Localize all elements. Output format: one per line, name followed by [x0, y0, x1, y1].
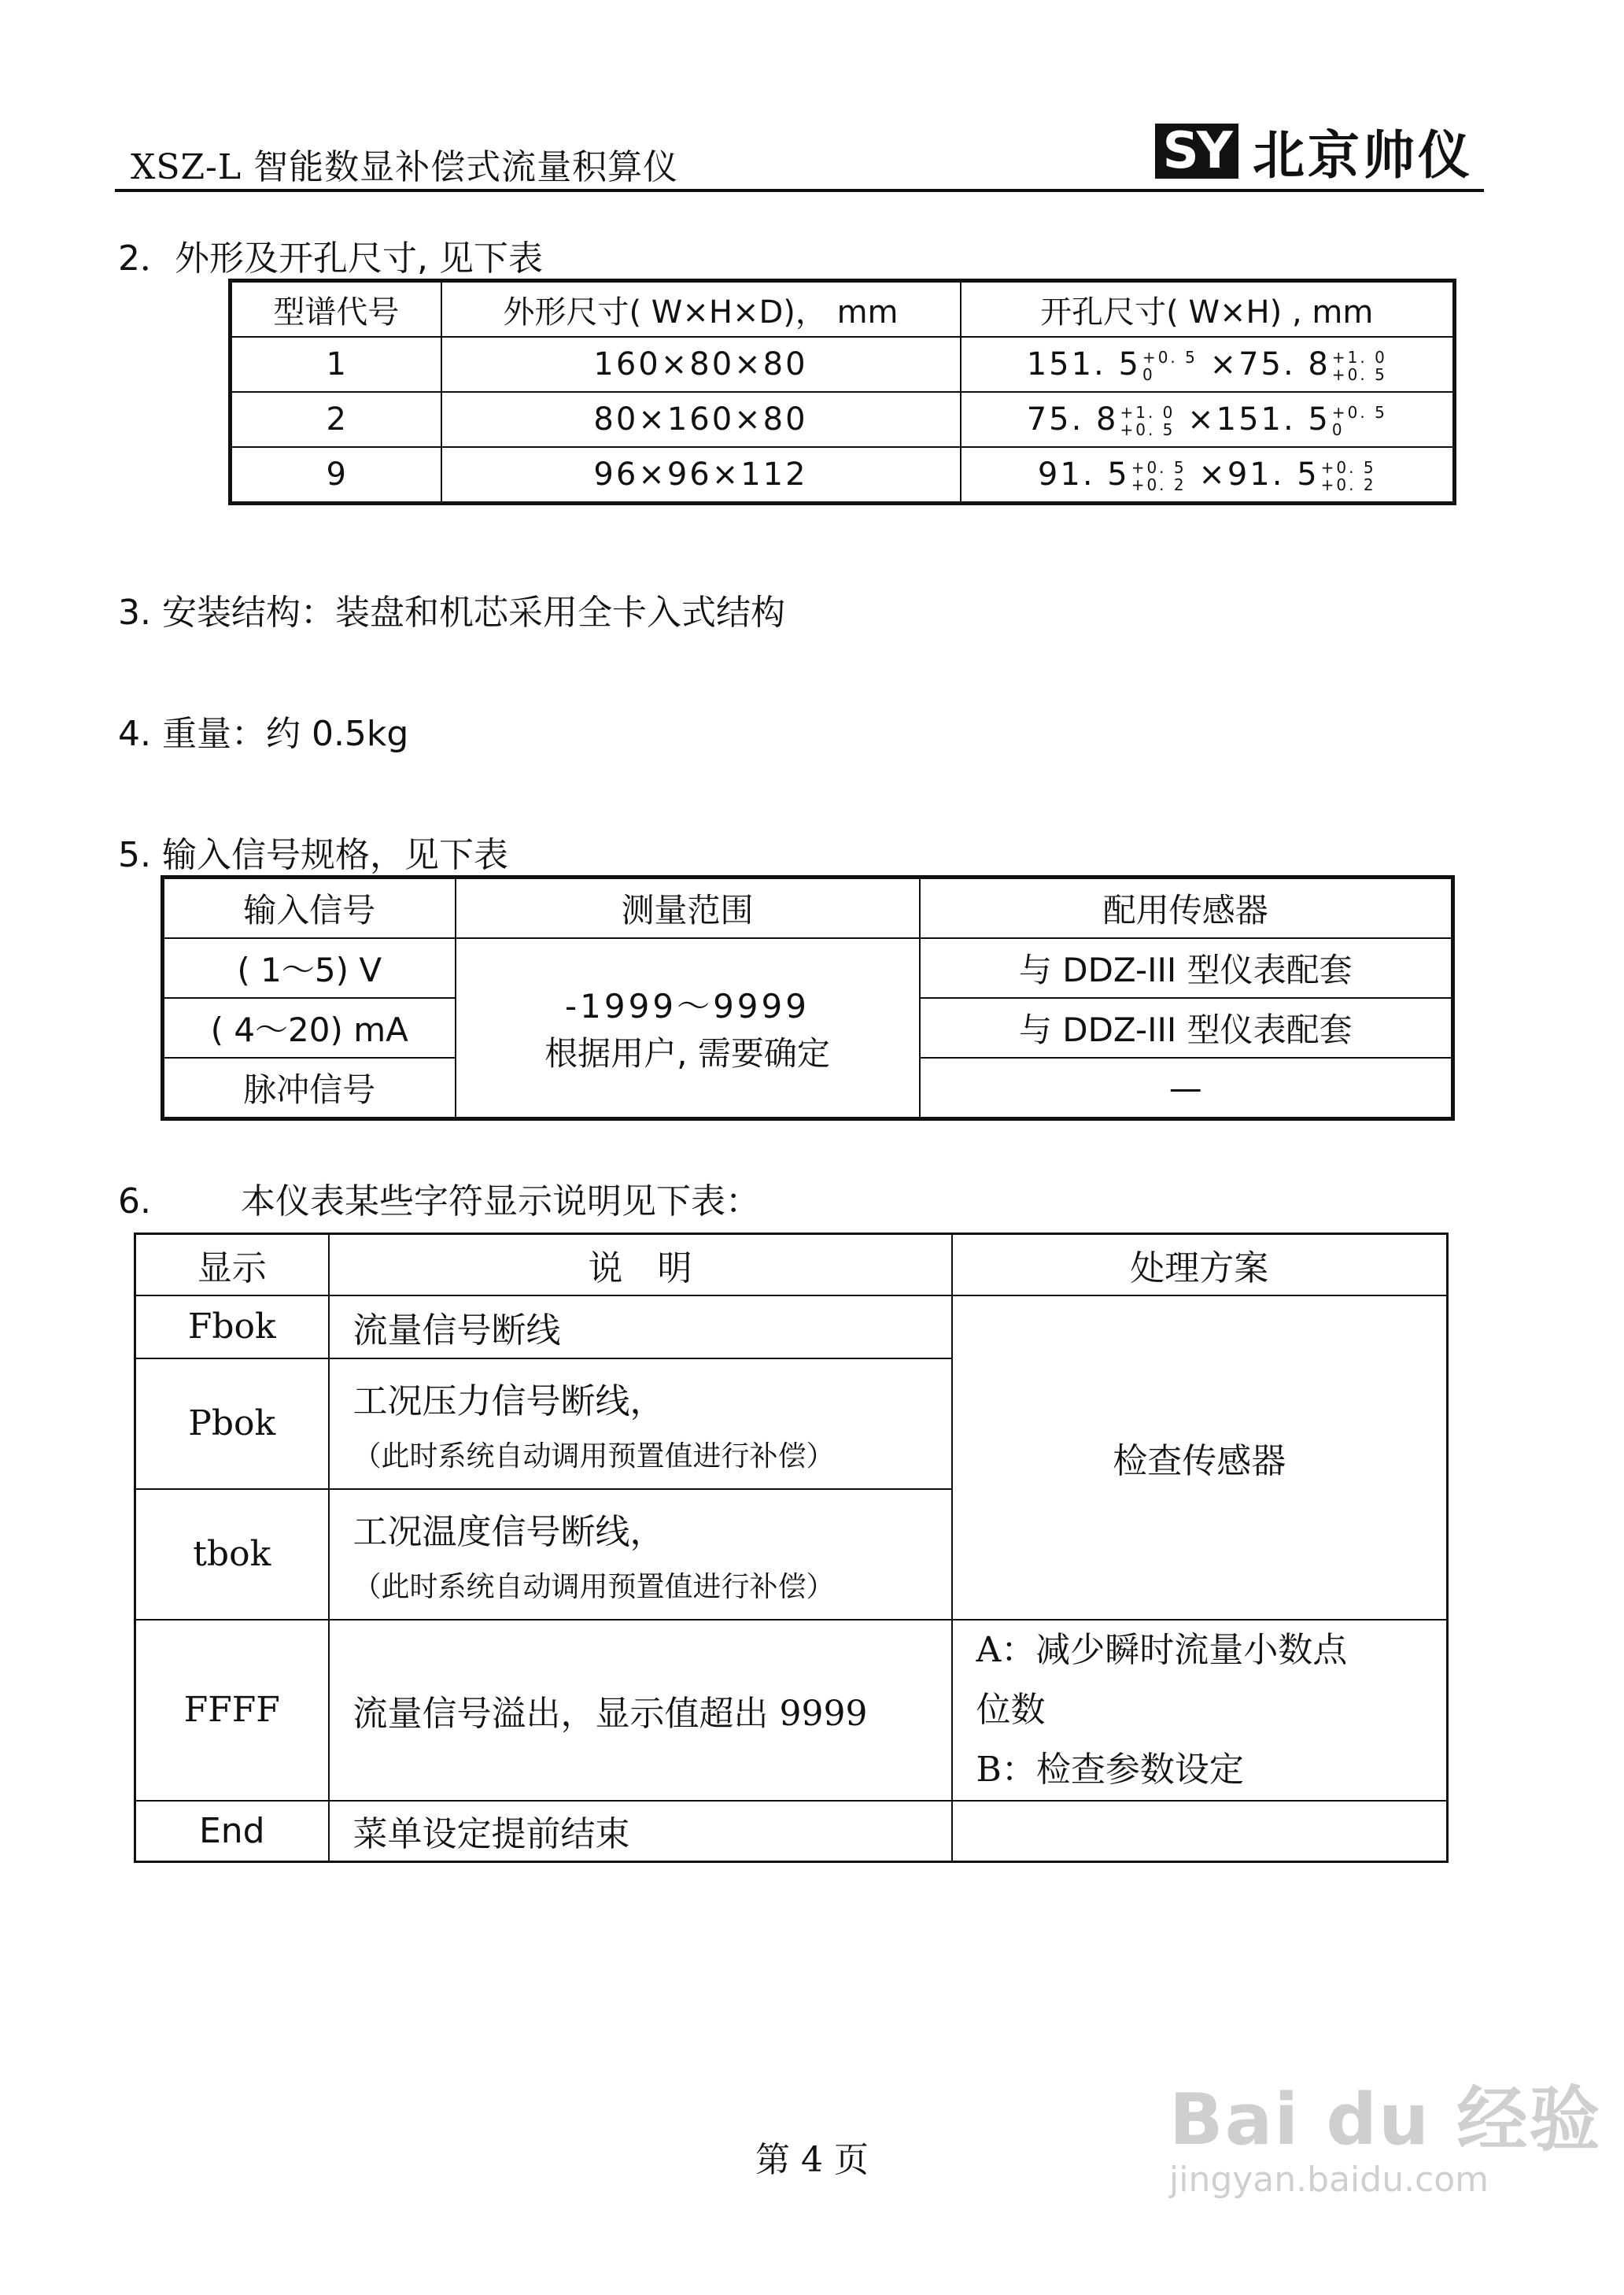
- solution-line: B：检查参数设定: [976, 1749, 1244, 1790]
- display-code: Fbok: [135, 1295, 329, 1358]
- table-row: [135, 1295, 1448, 1358]
- section-4-heading: 4. 重量：约 0.5kg: [118, 714, 409, 754]
- document-title: XSZ-L 智能数显补偿式流量积算仪: [131, 147, 679, 187]
- table-row: [231, 447, 1455, 504]
- column-header: 说 明: [329, 1234, 952, 1295]
- solution-check-sensor: 检查传感器: [952, 1295, 1448, 1620]
- baidu-watermark: [1169, 2062, 1601, 2200]
- table-row: [163, 938, 1453, 998]
- signal-type: ( 1～5) V: [163, 938, 456, 998]
- section-6-number: 6.: [118, 1181, 151, 1221]
- solution-ffff: [952, 1620, 1448, 1801]
- logo-text: 北京帅仪: [1253, 125, 1473, 186]
- signal-type: ( 4～20) mA: [163, 998, 456, 1058]
- table-header-row: [163, 878, 1453, 939]
- sensor: 与 DDZ-III 型仪表配套: [920, 938, 1453, 998]
- code-description: 流量信号断线: [329, 1295, 952, 1358]
- range-value: -1999～9999: [565, 987, 810, 1026]
- logo-mark: SY: [1155, 124, 1238, 179]
- code-description: [329, 1489, 952, 1620]
- description-note: （此时系统自动调用预置值进行补偿）: [352, 1440, 835, 1473]
- signal-type: 脉冲信号: [163, 1058, 456, 1119]
- table-row: [135, 1620, 1448, 1801]
- page-header: [115, 110, 1484, 189]
- column-header: 型谱代号: [231, 281, 441, 338]
- input-signal-table: [161, 875, 1455, 1121]
- display-code: Pbok: [135, 1358, 329, 1489]
- measurement-range: [456, 938, 920, 1119]
- table-header-row: [135, 1234, 1448, 1295]
- code-description: 菜单设定提前结束: [329, 1801, 952, 1862]
- column-header: 外形尺寸( W×H×D)， mm: [441, 281, 961, 338]
- section-5-heading: 5. 输入信号规格，见下表: [118, 835, 508, 875]
- range-note: 根据用户, 需要确定: [544, 1034, 830, 1073]
- description-main: 工况压力信号断线，: [352, 1381, 665, 1421]
- solution-line: A：减少瞬时流量小数点: [976, 1629, 1348, 1670]
- display-code: tbok: [135, 1489, 329, 1620]
- table-header-row: [231, 281, 1455, 338]
- display-code: FFFF: [135, 1620, 329, 1801]
- table-row: [231, 337, 1455, 392]
- description-note: （此时系统自动调用预置值进行补偿）: [352, 1571, 835, 1603]
- page-number: 第 4 页: [755, 2140, 869, 2180]
- cutout-dimensions: 75. 8 +1. 0 +0. 5 ×151. 5 +0. 5 0: [961, 392, 1455, 447]
- dimensions-table: [228, 279, 1456, 505]
- section-3-heading: 3. 安装结构：装盘和机芯采用全卡入式结构: [118, 593, 785, 633]
- sensor: —: [920, 1058, 1453, 1119]
- column-header: 显示: [135, 1234, 329, 1295]
- section-6-heading: [118, 1173, 760, 1223]
- model-code: 2: [231, 392, 441, 447]
- watermark-brand: Bai du 经验: [1169, 2079, 1602, 2161]
- cutout-dimensions: 151. 5 +0. 5 0 ×75. 8 +1. 0 +0. 5: [961, 337, 1455, 392]
- table-row: [231, 392, 1455, 447]
- solution-empty: [952, 1801, 1448, 1862]
- column-header: 输入信号: [163, 878, 456, 939]
- outer-dimensions: 96×96×112: [441, 447, 961, 504]
- section-6-text: 本仪表某些字符显示说明见下表：: [240, 1181, 760, 1221]
- display-codes-table: [134, 1232, 1449, 1863]
- description-main: 工况温度信号断线，: [352, 1512, 665, 1552]
- model-code: 1: [231, 337, 441, 392]
- outer-dimensions: 80×160×80: [441, 392, 961, 447]
- column-header: 开孔尺寸( W×H) , mm: [961, 281, 1455, 338]
- code-description: [329, 1358, 952, 1489]
- solution-line: 位数: [976, 1689, 1046, 1730]
- column-header: 处理方案: [952, 1234, 1448, 1295]
- header-divider: [115, 189, 1484, 192]
- code-description: 流量信号溢出，显示值超出 9999: [329, 1620, 952, 1801]
- outer-dimensions: 160×80×80: [441, 337, 961, 392]
- watermark-url: jingyan.baidu.com: [1169, 2160, 1489, 2200]
- table-row: [135, 1801, 1448, 1862]
- sensor: 与 DDZ-III 型仪表配套: [920, 998, 1453, 1058]
- display-code: End: [135, 1801, 329, 1862]
- model-code: 9: [231, 447, 441, 504]
- cutout-dimensions: 91. 5 +0. 5 +0. 2 ×91. 5 +0. 5 +0. 2: [961, 447, 1455, 504]
- section-2-heading: 2．外形及开孔尺寸, 见下表: [118, 238, 543, 279]
- column-header: 配用传感器: [920, 878, 1453, 939]
- company-logo: [1155, 113, 1473, 188]
- column-header: 测量范围: [456, 878, 920, 939]
